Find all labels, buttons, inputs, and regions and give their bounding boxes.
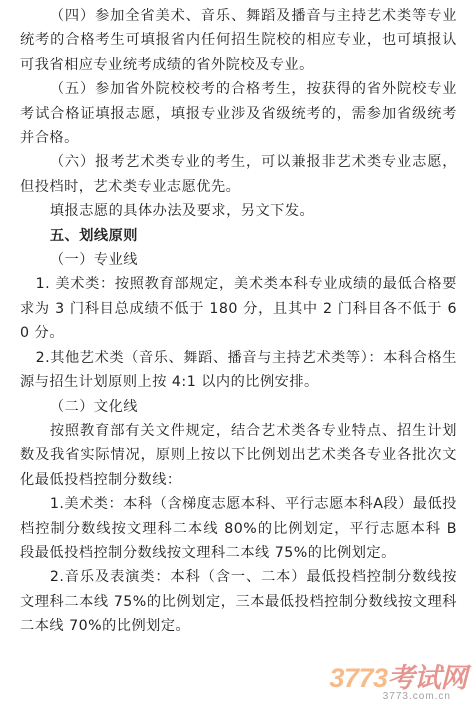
site-watermark — [312, 663, 467, 707]
section-heading-five: 五、划线原则 — [49, 227, 138, 244]
paragraph-culture-rule: 按照教育部有关文件规定，结合艺术类各专业特点、招生计划数及我省实际情况，原则上按以下比例划出艺术类各专业各批次文化最低投档控制分数线： — [20, 422, 457, 488]
paragraph-five: （五）参加省外院校校考的合格考生，按获得的省外院校专业考试合格证填报志愿，填报专业涉及省级统考的，需参加省级统考并合格。 — [20, 81, 457, 147]
paragraph-notice: 填报志愿的具体办法及要求，另文下发。 — [49, 203, 315, 220]
subheading-culture-line: （二）文化线 — [49, 398, 138, 415]
watermark-number: 3773 — [329, 663, 388, 693]
watermark-brand: 考试网 — [387, 663, 467, 693]
paragraph-six: （六）报考艺术类专业的考生，可以兼报非艺术类专业志愿，但投档时，艺术类专业志愿优先。 — [20, 154, 457, 195]
paragraph-art-category: 1. 美术类：按照教育部规定，美术类本科专业成绩的最低合格要求为 3 门科目总成绩不低于 180 分，且其中 2 门科目各不低于 60 分。 — [20, 276, 457, 342]
paragraph-other-art: 2.其他艺术类（音乐、舞蹈、播音与主持艺术类等）：本科合格生源与招生计划原则上按 4:1 以内的比例安排。 — [20, 349, 457, 391]
subheading-professional-line: （一）专业线 — [49, 252, 138, 269]
paragraph-art-score: 1.美术类：本科（含梯度志愿本科、平行志愿本科A段）最低投档控制分数线按文理科二本线 80%的比例划定，平行志愿本科 B 段最低投档控制分数线按文理科二本线 75%的比例划定。 — [20, 496, 457, 561]
watermark-url: 3773.com.cn — [382, 691, 451, 702]
document-body — [20, 4, 473, 639]
watermark-logo — [329, 663, 467, 693]
paragraph-four: （四）参加全省美术、音乐、舞蹈及播音与主持艺术类等专业统考的合格考生可填报省内任何招生院校的相应专业，也可填报认可我省相应专业统考成绩的省外院校及专业。 — [20, 8, 457, 73]
paragraph-music-score: 2.音乐及表演类：本科（含一、二本）最低投档控制分数线按文理科二本线 75%的比例划定，三本最低投档控制分数线按文理科二本线 70%的比例划定。 — [20, 569, 457, 635]
